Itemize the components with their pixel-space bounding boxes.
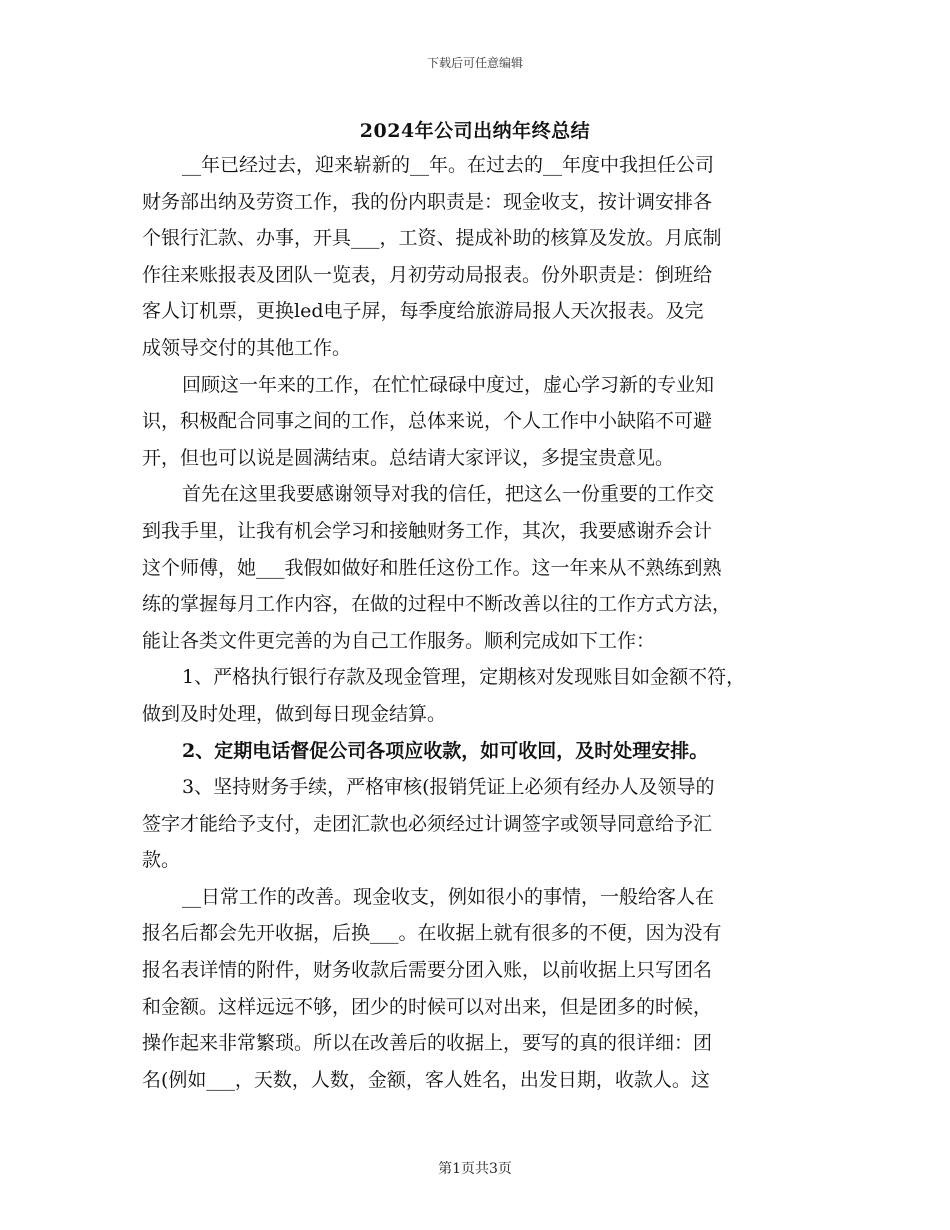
paragraph-line: 这个师傅，她___我假如做好和胜任这份工作。这一年来从不熟练到熟 [142,556,722,579]
paragraph-line: 首先在这里我要感谢领导对我的信任，把这么一份重要的工作交 [182,483,715,506]
paragraph-line: 做到及时处理，做到每日现金结算。 [142,702,447,725]
list-item: 3、坚持财务手续，严格审核(报销凭证上必须有经办人及领导的 [182,776,715,799]
paragraph-line: 和金额。这样远远不够，团少的时候可以对出来，但是团多的时候， [142,995,713,1018]
paragraph-line: __年已经过去，迎来崭新的__年。在过去的__年度中我担任公司 [182,154,715,176]
paragraph-line: 报名后都会先开收据，后换___。在收据上就有很多的不便，因为没有 [142,922,722,945]
document-title: 2024年公司出纳年终总结 [359,120,591,142]
paragraph-line: 作往来账报表及团队一览表，月初劳动局报表。份外职责是：倒班给 [142,263,713,286]
paragraph-line: 开，但也可以说是圆满结束。总结请大家评议，多提宝贵意见。 [142,446,675,469]
paragraph-line: 签字才能给予支付，走团汇款也必须经过计调签字或领导同意给予汇 [142,812,713,835]
header-note: 下载后可任意编辑 [426,56,523,70]
paragraph-line: 练的掌握每月工作内容，在做的过程中不断改善以往的工作方式方法， [142,593,732,616]
paragraph-line: 回顾这一年来的工作，在忙忙碌碌中度过，虚心学习新的专业知 [182,373,715,396]
list-item: 1、严格执行银行存款及现金管理，定期核对发现账目如金额不符， [182,666,746,689]
paragraph-line: 报名表详情的附件，财务收款后需要分团入账，以前收据上只写团名 [142,959,713,982]
paragraph-line: 操作起来非常繁琐。所以在改善后的收据上，要写的真的很详细：团 [142,1032,713,1055]
document-body [142,147,822,1098]
paragraph-line: 名(例如___，天数，人数，金额，客人姓名，出发日期，收款人。这 [142,1068,710,1091]
paragraph-line: 个银行汇款、办事，开具___，工资、提成补助的核算及发放。月底制 [142,227,722,250]
list-item-bold: 2、定期电话督促公司各项应收款，如可收回，及时处理安排。 [182,739,709,762]
paragraph-line: 识，积极配合同事之间的工作，总体来说，个人工作中小缺陷不可避 [142,410,713,433]
paragraph-line: 能让各类文件更完善的为自己工作服务。顺利完成如下工作： [142,629,656,652]
paragraph-line: 成领导交付的其他工作。 [142,336,352,359]
paragraph-line: 客人订机票，更换led电子屏，每季度给旅游局报人天次报表。及完 [142,300,704,323]
paragraph-line: 到我手里，让我有机会学习和接触财务工作，其次，我要感谢乔会计 [142,519,713,542]
paragraph-line: 财务部出纳及劳资工作，我的份内职责是：现金收支，按计调安排各 [142,190,713,213]
page-footer: 第1页共3页 [438,1161,512,1177]
paragraph-line: 款。 [142,849,181,872]
paragraph-line: __日常工作的改善。现金收支，例如很小的事情，一般给客人在 [182,885,715,908]
